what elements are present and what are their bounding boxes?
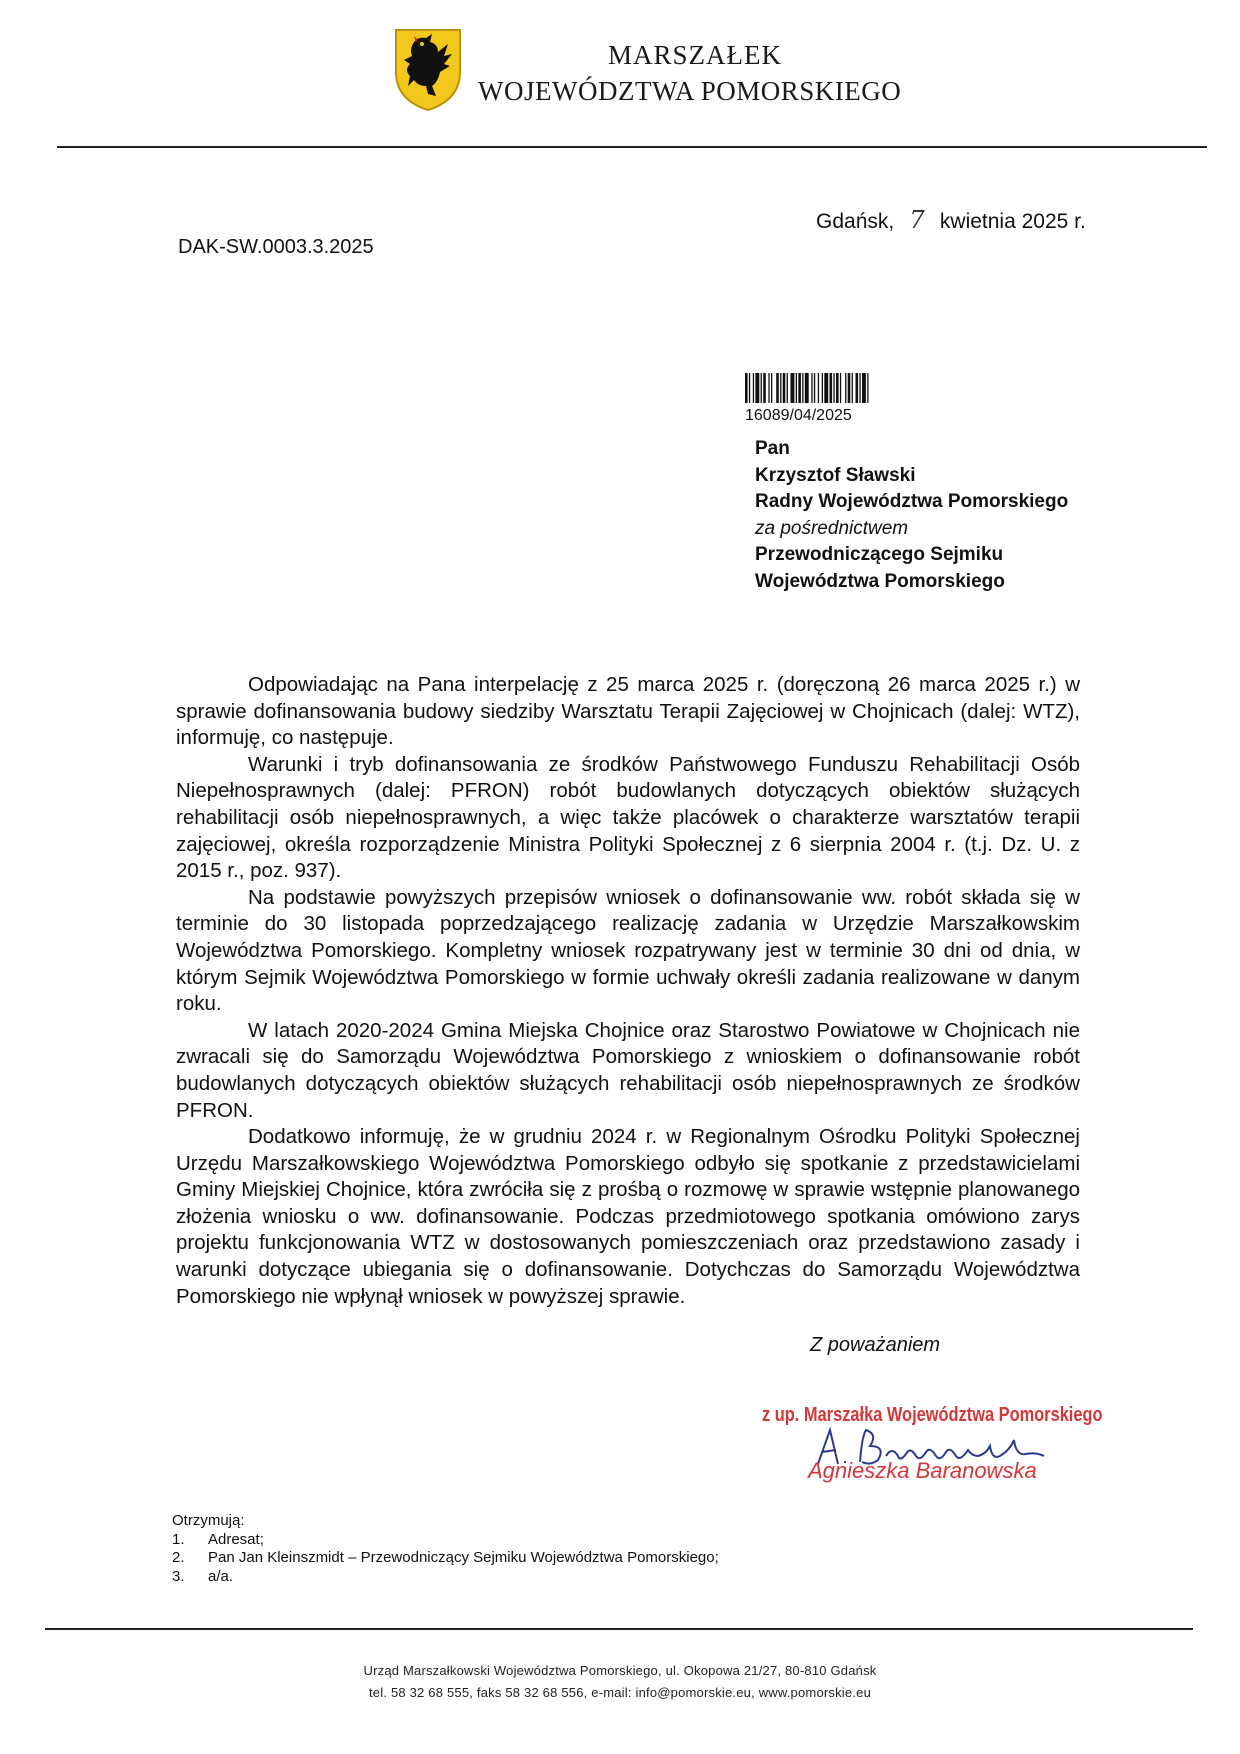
distribution-heading: Otrzymują: xyxy=(172,1512,245,1529)
pomeranian-griffin-crest-icon xyxy=(392,24,464,112)
distribution-item-number: 1. xyxy=(172,1530,185,1548)
distribution-list xyxy=(172,1512,719,1586)
stamp-authority: z up. Marszałka Województwa Pomorskiego xyxy=(762,1404,1103,1426)
distribution-item-text: a/a. xyxy=(208,1567,234,1585)
distribution-item xyxy=(172,1549,719,1568)
body-paragraph-3: Na podstawie powyższych przepisów wniosek o dofinansowanie ww. robót składa się w terminie do 30 listopada poprzedzającego realizację zadania w Urzędzie Marszałkowskim Województwa Pomorskiego. Kompletny wniosek rozpatrywany jest w terminie 30 dni od dnia, w którym Sejmik Województwa Pomorskiego w formie uchwały określi zadania realizowane w danym roku. xyxy=(176,885,1080,1016)
distribution-item xyxy=(172,1568,719,1587)
recipient-name: Krzysztof Sławski xyxy=(755,464,916,486)
letterhead-title-line2: WOJEWÓDZTWA POMORSKIEGO xyxy=(478,76,902,106)
body-paragraph-1: Odpowiadając na Pana interpelację z 25 marca 2025 r. (doręczoną 26 marca 2025 r.) w sprawie dofinansowania budowy siedziby Warsztatu Terapii Zajęciowej w Chojnicach (dalej: WTZ), informuję, co następuje. xyxy=(176,673,1080,750)
date-place: Gdańsk, xyxy=(816,210,895,233)
recipient-via: za pośrednictwem xyxy=(755,517,909,539)
body-paragraph-2: Warunki i tryb dofinansowania ze środków Państwowego Funduszu Rehabilitacji Osób Niepełnosprawnych (dalej: PFRON) robót budowlanych dotyczących obiektów służących rehabilitacji osób niepełnosprawnych, a więc także placówek o charakterze warsztatów terapii zajęciowej, określa rozporządzenie Ministra Polityki Społecznej z 6 sierpnia 2004 r. (t.j. Dz. U. z 2015 r., poz. 937). xyxy=(176,752,1080,883)
letter-footer xyxy=(0,1660,1240,1704)
closing-phrase: Z poważaniem xyxy=(810,1334,941,1356)
header-divider xyxy=(57,146,1207,148)
barcode-icon xyxy=(745,373,928,403)
body-paragraph-4: W latach 2020-2024 Gmina Miejska Chojnice oraz Starostwo Powiatowe w Chojnicach nie zwracali się do Samorządu Województwa Pomorskiego z wnioskiem o dofinansowanie robót budowlanych dotyczących obiektów służących rehabilitacji osób niepełnosprawnych ze środków PFRON. xyxy=(176,1018,1080,1122)
recipient-intermediary-line1: Przewodniczącego Sejmiku xyxy=(755,544,1004,566)
letter-body xyxy=(176,672,1080,1310)
date-day-handwritten: 7 xyxy=(909,206,925,234)
distribution-item-text: Pan Jan Kleinszmidt – Przewodniczący Sejmiku Województwa Pomorskiego; xyxy=(208,1549,719,1567)
footer-divider xyxy=(45,1628,1193,1630)
recipient-intermediary-line2: Województwa Pomorskiego xyxy=(755,570,1005,592)
barcode-number: 16089/04/2025 xyxy=(745,407,852,424)
stamp-name: Agnieszka Baranowska xyxy=(808,1458,1037,1483)
body-paragraph-5: Dodatkowo informuję, że w grudniu 2024 r. w Regionalnym Ośrodku Polityki Społecznej Urzędu Marszałkowskiego Województwa Pomorskiego odbyło się spotkanie z przedstawicielami Gminy Miejskiej Chojnice, która zwróciła się z prośbą o rozmowę w sprawie wstępnie planowanego złożenia wniosku o ww. dofinansowanie. Podczas przedmiotowego spotkania omówiono zarys projektu funkcjonowania WTZ w dostosowanych pomieszczeniach oraz przedstawiono zasady i warunki dotyczące ubiegania się o dofinansowanie. Dotychczas do Samorządu Województwa Pomorskiego nie wpłynął wniosek w powyższej sprawie. xyxy=(176,1125,1080,1308)
document-date xyxy=(816,206,1086,234)
recipient-title: Radny Województwa Pomorskiego xyxy=(755,491,1069,513)
distribution-item-number: 3. xyxy=(172,1567,185,1585)
document-reference: DAK-SW.0003.3.2025 xyxy=(178,236,374,258)
recipient-salutation: Pan xyxy=(755,438,790,459)
footer-contact: tel. 58 32 68 555, faks 58 32 68 556, e-mail: info@pomorskie.eu, www.pomorskie.eu xyxy=(369,1685,871,1700)
distribution-item xyxy=(172,1531,719,1550)
distribution-item-number: 2. xyxy=(172,1549,185,1567)
distribution-item-text: Adresat; xyxy=(208,1530,264,1548)
recipient-block xyxy=(755,436,1068,596)
date-month-year: kwietnia 2025 r. xyxy=(939,210,1086,233)
footer-address: Urząd Marszałkowski Województwa Pomorskiego, ul. Okopowa 21/27, 80-810 Gdańsk xyxy=(363,1663,877,1678)
letterhead-title-line1: MARSZAŁEK xyxy=(608,40,783,70)
